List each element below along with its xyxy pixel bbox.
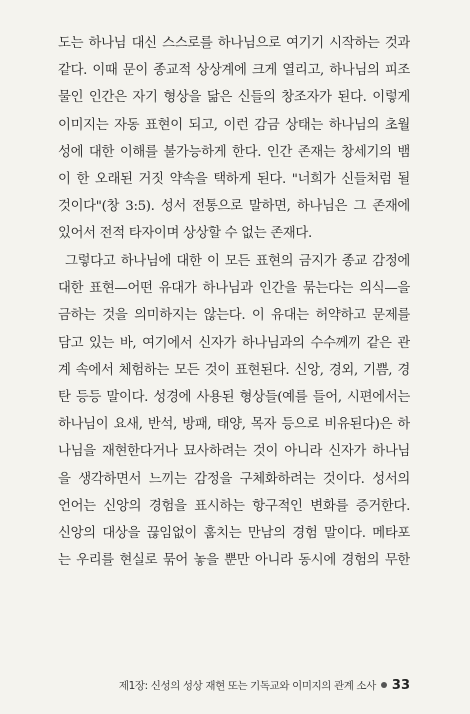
text-line: 하나님이 요새, 반석, 방패, 태양, 목자 등으로 비유된다)은 하: [58, 417, 410, 433]
text-line: 이 한 오래된 거짓 약속을 택하게 된다. "너희가 신들처럼 될: [58, 171, 410, 187]
text-line: 나님을 재현한다거나 묘사하려는 것이 아니라 신자가 하나님: [58, 444, 410, 460]
text-line: 대한 표현—어떤 유대가 하나님과 인간을 묶는다는 의식—을: [58, 281, 410, 297]
paragraph-2: [58, 248, 410, 574]
text-line: 탄 등등 말이다. 성경에 사용된 형상들(예를 들어, 시편에서는: [58, 389, 410, 405]
text-line: 계 속에서 체험하는 모든 것이 표현된다. 신앙, 경외, 기쁨, 경: [58, 362, 410, 378]
text-line: 성에 대한 이해를 불가능하게 한다. 인간 존재는 창세기의 뱀: [58, 144, 410, 160]
page-footer: [0, 675, 410, 695]
text-line: 신앙의 대상을 끊임없이 훔치는 만남의 경험 말이다. 메타포: [58, 525, 410, 541]
text-line: 담고 있는 바, 여기에서 신자가 하나님과의 수수께끼 같은 관: [58, 335, 410, 351]
text-line: 물인 인간은 자기 형상을 닮은 신들의 창조자가 된다. 이렇게: [58, 90, 410, 106]
text-line: 것이다"(창 3:5). 성서 전통으로 말하면, 하나님은 그 존재에: [58, 199, 410, 215]
text-line: 이미지는 자동 표현이 되고, 이런 감금 상태는 하나님의 초월: [58, 117, 410, 133]
running-head: 제1장: 신성의 성상 재현 또는 기독교와 이미지의 관계 소사: [118, 679, 376, 692]
text-line: 언어는 신앙의 경험을 표시하는 항구적인 변화를 증거한다.: [58, 498, 410, 514]
text-line: 금하는 것을 의미하지는 않는다. 이 유대는 허약하고 문제를: [58, 308, 410, 324]
text-line: 는 우리를 현실로 묶어 놓을 뿐만 아니라 동시에 경험의 무한: [58, 553, 410, 569]
text-line: 있어서 전적 타자이며 상상할 수 없는 존재다.: [58, 226, 312, 242]
bullet-dot-icon: [381, 682, 387, 688]
text-line: 그렇다고 하나님에 대한 이 모든 표현의 금지가 종교 감정에: [65, 254, 410, 269]
page-number: 33: [391, 677, 410, 693]
text-line: 을 생각하면서 느끼는 감정을 구체화하려는 것이다. 성서의: [58, 471, 410, 487]
text-line: 같다. 이때 문이 종교적 상상계에 크게 열리고, 하나님의 피조: [58, 63, 410, 79]
text-line: 도는 하나님 대신 스스로를 하나님으로 여기기 시작하는 것과: [58, 36, 410, 51]
paragraph-1: [58, 30, 410, 248]
